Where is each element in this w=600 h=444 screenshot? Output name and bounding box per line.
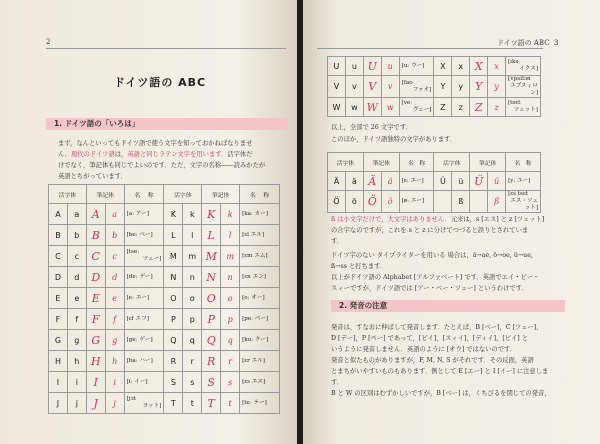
intro-paragraph: [58, 138, 284, 182]
script-lowercase: o: [221, 288, 240, 309]
printed-lowercase: w: [345, 98, 363, 117]
para-a-s4: す．: [331, 238, 344, 245]
table-row: [328, 98, 541, 117]
letter-name-ipa: [beː ベー]: [126, 231, 153, 238]
printed-capital: Ä: [328, 172, 346, 191]
para-a-s3: の合字なのですが，これを s と z に分けてつづると誤りとされていま: [331, 227, 529, 234]
script-lowercase: p: [221, 309, 240, 330]
letter-name: [240, 309, 280, 330]
script-lowercase: ä: [381, 172, 399, 191]
script-capital: Ö: [363, 191, 381, 213]
alphabet-table-left: [48, 184, 280, 414]
running-head: ドイツ語の ABC 3: [497, 39, 559, 47]
table-row: [49, 246, 280, 267]
letter-name: [399, 98, 434, 117]
letter-name: [124, 351, 164, 372]
letter-name-ipa: [ɪks: [507, 59, 519, 65]
script-capital: U: [363, 57, 381, 76]
typewriter-paragraph: [331, 250, 561, 294]
printed-capital: F: [49, 309, 68, 330]
letter-name: [124, 330, 164, 351]
script-lowercase: f: [105, 309, 124, 330]
printed-capital: E: [49, 288, 68, 309]
intro-s2: ん．: [58, 151, 71, 158]
left-page-number: 2: [46, 38, 51, 46]
printed-capital: [434, 191, 452, 213]
table-row: [49, 225, 280, 246]
script-capital: Ü: [470, 172, 488, 191]
header-printed: 活字体: [434, 153, 470, 172]
letter-name: [506, 191, 541, 213]
letter-name-ipa: [ɛl エル]: [242, 231, 265, 238]
table-row: [328, 191, 541, 213]
letter-name-kana: ユプスィロン]: [510, 83, 538, 96]
script-lowercase: w: [381, 98, 399, 117]
printed-lowercase: j: [67, 393, 86, 414]
script-lowercase: e: [105, 288, 124, 309]
script-capital: P: [202, 309, 221, 330]
letter-name-ipa: [ɛː エー]: [401, 177, 424, 184]
printed-capital: Z: [434, 98, 452, 117]
script-lowercase: ß: [488, 191, 506, 213]
table-row: [328, 172, 541, 191]
script-lowercase: z: [488, 98, 506, 117]
printed-lowercase: e: [67, 288, 86, 309]
para-a-s1: ß は小文字だけで，大文字はありません．: [331, 216, 451, 223]
printed-lowercase: a: [67, 204, 86, 225]
alphabet-table-continued: [327, 56, 541, 117]
intro-s1: まず，なんといってもドイツ語で使う文字を知っておかねばなりませ: [58, 140, 253, 147]
printed-lowercase: ß: [452, 191, 470, 213]
printed-capital: X: [434, 57, 452, 76]
intro-s7: けでなく，筆記体も同じでよいのです．ただ，文字の名称――読みかたが: [58, 162, 266, 169]
script-lowercase: s: [221, 372, 240, 393]
script-lowercase: b: [105, 225, 124, 246]
letter-name-ipa: [kuː クー]: [242, 336, 269, 343]
printed-lowercase: t: [183, 393, 202, 414]
letter-name-ipa: [teː テー]: [242, 399, 267, 406]
printed-lowercase: d: [67, 267, 86, 288]
para-c-s2: D [デー]，P [ペー] であって，[ビイ]，[スィイ]，[ディイ]，[ピイ] と: [331, 335, 529, 342]
letter-name: [399, 191, 434, 213]
letter-name: [240, 330, 280, 351]
printed-capital: D: [49, 267, 68, 288]
script-capital: X: [470, 57, 488, 76]
printed-lowercase: p: [183, 309, 202, 330]
printed-lowercase: k: [183, 204, 202, 225]
letter-name: [505, 76, 540, 98]
letter-name: [240, 351, 280, 372]
intro-s8: 英語とちがっています．: [58, 173, 127, 180]
script-lowercase: v: [381, 76, 399, 98]
script-lowercase: g: [105, 330, 124, 351]
table-row: [49, 267, 280, 288]
printed-lowercase: z: [452, 98, 470, 117]
para-c-s1: 発音は，すなおに伸ばして発音します．たとえば，B [ベー]，C [ツェー]，: [331, 324, 543, 331]
letter-name-ipa: [yː ユー]: [508, 177, 531, 184]
printed-lowercase: ö: [345, 191, 363, 213]
header-script: 筆記体: [86, 185, 124, 204]
letter-name-ipa: [peː ペー]: [242, 315, 269, 322]
header-printed: 活字体: [328, 153, 364, 172]
header-script: 筆記体: [363, 153, 399, 172]
letter-name: [240, 267, 280, 288]
script-lowercase: r: [221, 351, 240, 372]
letter-name-ipa: [ɛf エフ]: [126, 315, 149, 322]
letter-name-kana: ツェー]: [142, 256, 162, 262]
script-lowercase: i: [105, 372, 124, 393]
script-capital: A: [86, 204, 105, 225]
letter-name: [124, 225, 164, 246]
letter-name-ipa: [haː ハー]: [126, 357, 153, 364]
script-lowercase: c: [105, 246, 124, 267]
table-row: [49, 309, 280, 330]
header-script: 筆記体: [202, 185, 240, 204]
script-capital: J: [86, 393, 105, 414]
script-capital: O: [202, 288, 221, 309]
script-capital: I: [86, 372, 105, 393]
printed-lowercase: n: [183, 267, 202, 288]
letter-name: [124, 246, 164, 267]
section-1-heading: 1. ドイツ語の「いろは」: [46, 118, 288, 130]
table-row: [49, 351, 280, 372]
para-b-s2: ß→ss と打ちます．: [331, 263, 387, 270]
script-lowercase: x: [488, 57, 506, 76]
printed-lowercase: m: [183, 246, 202, 267]
letter-name-kana: ツェット]: [513, 107, 538, 113]
letter-name-ipa: [tsɛt: [507, 100, 521, 106]
printed-capital: Y: [434, 76, 452, 98]
printed-lowercase: v: [345, 76, 363, 98]
printed-lowercase: i: [67, 372, 86, 393]
script-capital: [470, 191, 488, 213]
letter-name-ipa: [deː デー]: [126, 273, 153, 280]
printed-capital: L: [164, 225, 183, 246]
printed-lowercase: g: [67, 330, 86, 351]
printed-capital: T: [164, 393, 183, 414]
header-script: 筆記体: [470, 153, 506, 172]
table-row: [49, 393, 280, 414]
letter-name: [505, 57, 540, 76]
script-lowercase: ü: [488, 172, 506, 191]
printed-capital: G: [49, 330, 68, 351]
script-capital: T: [202, 393, 221, 414]
letter-name-ipa: [aː アー]: [126, 210, 149, 217]
letter-name-ipa: [ɛr エル]: [242, 357, 265, 364]
letter-name-ipa: [faʊ: [401, 79, 413, 86]
script-lowercase: h: [105, 351, 124, 372]
letter-name-ipa: [uː ウー]: [401, 62, 425, 69]
letter-name: [240, 288, 280, 309]
special-header-row: [328, 153, 541, 172]
table-row: [49, 288, 280, 309]
left-header-rule: [46, 48, 286, 49]
printed-lowercase: ä: [345, 172, 363, 191]
script-capital: L: [202, 225, 221, 246]
letter-name-ipa: [kaː カー]: [242, 210, 269, 217]
printed-capital: R: [164, 351, 183, 372]
script-capital: N: [202, 267, 221, 288]
letter-name-ipa: [eː エー]: [126, 294, 150, 301]
script-capital: M: [202, 246, 221, 267]
table-header-row: [49, 185, 280, 204]
intro-s4: は，: [114, 151, 128, 158]
printed-capital: O: [164, 288, 183, 309]
script-capital: R: [202, 351, 221, 372]
right-page: [303, 0, 600, 444]
letter-name: [505, 98, 540, 117]
para-b-s1: ドイツ字のない タイプライターを用いる 場合は，ä→ae, ö→oe, ü→ue,: [331, 252, 533, 259]
para-c-s7: B と W の区別はむずかしいですが，B [ベー] は，くちびるを閉じての発音，: [331, 390, 551, 397]
script-capital: B: [86, 225, 105, 246]
printed-capital: C: [49, 246, 68, 267]
letter-name-ipa: [ɛn エン]: [242, 273, 266, 280]
chapter-title: ドイツ語の ABC: [113, 76, 207, 89]
header-name: 名 称: [506, 153, 541, 172]
printed-capital: Ö: [328, 191, 346, 213]
printed-capital: P: [164, 309, 183, 330]
letter-name-ipa: [iː イー]: [126, 378, 148, 385]
printed-lowercase: q: [183, 330, 202, 351]
intro-s6: 活字体だ: [227, 151, 253, 158]
script-capital: E: [86, 288, 105, 309]
printed-capital: K: [164, 204, 183, 225]
table-row: [49, 204, 280, 225]
script-lowercase: j: [105, 393, 124, 414]
note-total: 以上，全部で 26 文字です．: [331, 124, 412, 131]
letter-name-ipa: [ɛs tsɛt: [508, 191, 529, 197]
header-name: 名 称: [240, 185, 280, 204]
pronunciation-paragraph: [331, 322, 563, 399]
printed-capital: B: [49, 225, 68, 246]
header-printed: 活字体: [49, 185, 87, 204]
header-name: 名 称: [124, 185, 164, 204]
letter-name: [399, 76, 434, 98]
letter-name-ipa: [ɛm エム]: [242, 252, 268, 259]
script-lowercase: t: [221, 393, 240, 414]
table-row: [49, 330, 280, 351]
letter-name-ipa: [veː: [401, 100, 413, 106]
printed-capital: N: [164, 267, 183, 288]
printed-lowercase: y: [452, 76, 470, 98]
letter-name: [240, 372, 280, 393]
letter-name-kana: ヨット]: [142, 403, 162, 409]
special-letters-table: [327, 152, 541, 213]
para-b-s4: スィーですが，ドイツ語では [アー・ベー・ツェー] というわけです．: [331, 285, 528, 292]
script-capital: G: [86, 330, 105, 351]
printed-lowercase: s: [183, 372, 202, 393]
script-capital: K: [202, 204, 221, 225]
letter-name-kana: ヴェー]: [412, 107, 432, 113]
script-lowercase: ö: [381, 191, 399, 213]
para-b-s3: 以上がドイツ語の Alphabet [アルファベート] です．英語でエイ・ビー・: [331, 274, 540, 281]
printed-capital: A: [49, 204, 68, 225]
letter-name: [399, 172, 434, 191]
para-c-s6: す．: [331, 379, 344, 386]
script-capital: V: [363, 76, 381, 98]
printed-lowercase: h: [67, 351, 86, 372]
letter-name-ipa: [oː オー]: [242, 294, 265, 301]
printed-capital: H: [49, 351, 68, 372]
table-row: [328, 76, 541, 98]
letter-name-ipa: [geː ゲー]: [126, 336, 153, 343]
script-capital: S: [202, 372, 221, 393]
letter-name: [124, 204, 164, 225]
right-header-rule: [317, 48, 543, 49]
script-lowercase: l: [221, 225, 240, 246]
header-printed: 活字体: [164, 185, 202, 204]
printed-capital: I: [49, 372, 68, 393]
para-c-s5: とまちがいやすいものもあります．例として E [エー] と I [イー] に注意しま: [331, 368, 549, 375]
para-c-s3: いうように発音しません．英語のように [オウ] ではないのです．: [331, 346, 517, 353]
script-lowercase: q: [221, 330, 240, 351]
printed-capital: Ü: [434, 172, 452, 191]
script-lowercase: m: [221, 246, 240, 267]
script-capital: H: [86, 351, 105, 372]
script-lowercase: n: [221, 267, 240, 288]
script-lowercase: a: [105, 204, 124, 225]
script-lowercase: k: [221, 204, 240, 225]
table-row: [49, 372, 280, 393]
letter-name-kana: ファオ]: [412, 86, 432, 93]
letter-name: [124, 267, 164, 288]
script-capital: F: [86, 309, 105, 330]
header-name: 名 称: [399, 153, 434, 172]
letter-name: [240, 246, 280, 267]
section-2-heading: 2. 発音の注意: [331, 300, 565, 312]
printed-capital: W: [328, 98, 346, 117]
printed-capital: S: [164, 372, 183, 393]
letter-name: [240, 393, 280, 414]
letter-name: [240, 204, 280, 225]
printed-lowercase: u: [345, 57, 363, 76]
printed-capital: M: [164, 246, 183, 267]
para-c-s4: 発音と似たものがありますが，F, M, N, S がそれです．その反面，英語: [331, 357, 534, 364]
table-row: [328, 57, 541, 76]
printed-lowercase: l: [183, 225, 202, 246]
script-lowercase: y: [488, 76, 506, 98]
letter-name-ipa: [jɔt: [126, 396, 136, 402]
letter-name: [124, 372, 164, 393]
letter-name-kana: エス・ツェット]: [510, 198, 538, 211]
script-capital: D: [86, 267, 105, 288]
script-capital: Q: [202, 330, 221, 351]
eszett-paragraph: [331, 214, 561, 247]
left-page: [0, 0, 297, 444]
printed-lowercase: o: [183, 288, 202, 309]
script-capital: Y: [470, 76, 488, 98]
printed-lowercase: r: [183, 351, 202, 372]
script-lowercase: u: [381, 57, 399, 76]
letter-name-ipa: [øː エー]: [401, 198, 425, 204]
printed-lowercase: b: [67, 225, 86, 246]
letter-name-ipa: [ʏpsilɔn: [507, 76, 531, 82]
intro-s5: 英語と同じラテン文字を用います．: [127, 151, 228, 158]
para-a-s2: 元来は，s [エス] と z [ツェット]: [450, 216, 545, 223]
intro-s3: 現代のドイツ語: [70, 151, 115, 158]
letter-name: [124, 288, 164, 309]
printed-capital: J: [49, 393, 68, 414]
script-capital: W: [363, 98, 381, 117]
count-note: [331, 122, 561, 146]
script-capital: Z: [470, 98, 488, 117]
printed-lowercase: ü: [452, 172, 470, 191]
letter-name-kana: イクス]: [519, 66, 538, 72]
printed-capital: U: [328, 57, 346, 76]
script-lowercase: d: [105, 267, 124, 288]
printed-capital: Q: [164, 330, 183, 351]
letter-name-ipa: [tseː: [126, 249, 140, 255]
letter-name: [399, 57, 434, 76]
letter-name-ipa: [ɛs エス]: [242, 378, 266, 385]
letter-name: [506, 172, 541, 191]
letter-name: [124, 309, 164, 330]
letter-name: [124, 393, 164, 414]
script-capital: Ä: [363, 172, 381, 191]
letter-name: [240, 225, 280, 246]
note-special: このほか，ドイツ語独特の文字があります．: [331, 136, 457, 143]
printed-lowercase: x: [452, 57, 470, 76]
printed-lowercase: c: [67, 246, 86, 267]
script-capital: C: [86, 246, 105, 267]
printed-capital: V: [328, 76, 346, 98]
printed-lowercase: f: [67, 309, 86, 330]
